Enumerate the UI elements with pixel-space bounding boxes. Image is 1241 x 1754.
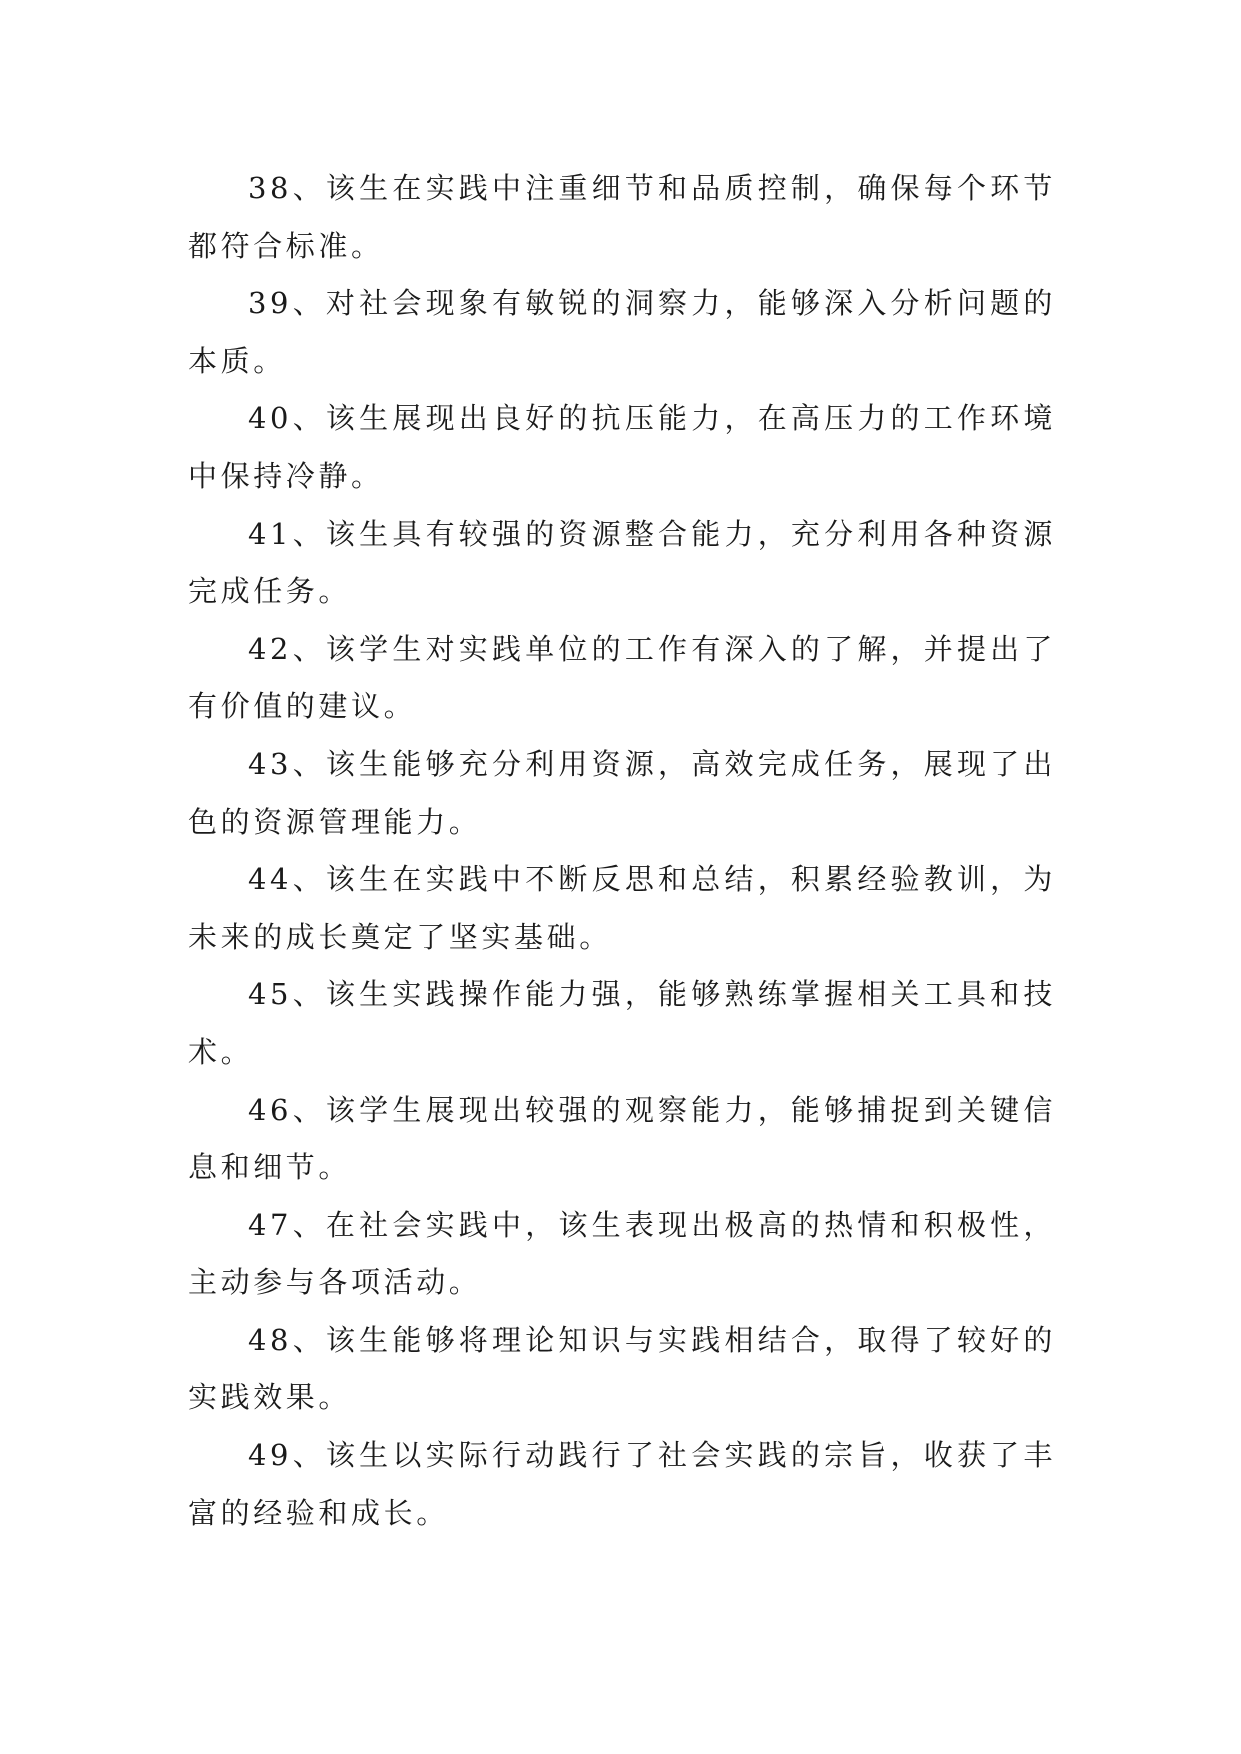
paragraph-43: 43、该生能够充分利用资源，高效完成任务，展现了出色的资源管理能力。: [188, 746, 1056, 839]
paragraph-44: 44、该生在实践中不断反思和总结，积累经验教训，为未来的成长奠定了坚实基础。: [188, 862, 1056, 954]
paragraph-49: 49、该生以实际行动践行了社会实践的宗旨，收获了丰富的经验和成长。: [188, 1438, 1056, 1530]
paragraph-40: 40、该生展现出良好的抗压能力，在高压力的工作环境中保持冷静。: [188, 401, 1056, 493]
paragraph-47: 47、在社会实践中，该生表现出极高的热情和积极性，主动参与各项活动。: [188, 1207, 1056, 1300]
paragraph-48: 48、该生能够将理论知识与实践相结合，取得了较好的实践效果。: [188, 1322, 1056, 1415]
paragraph-42: 42、该学生对实践单位的工作有深入的了解，并提出了有价值的建议。: [188, 631, 1056, 724]
paragraph-46: 46、该学生展现出较强的观察能力，能够捕捉到关键信息和细节。: [188, 1092, 1056, 1185]
paragraph-38: 38、该生在实践中注重细节和品质控制，确保每个环节都符合标准。: [188, 171, 1056, 263]
paragraph-41: 41、该生具有较强的资源整合能力，充分利用各种资源完成任务。: [188, 516, 1056, 609]
paragraph-39: 39、对社会现象有敏锐的洞察力，能够深入分析问题的本质。: [188, 286, 1056, 378]
paragraph-45: 45、该生实践操作能力强，能够熟练掌握相关工具和技术。: [188, 977, 1056, 1069]
document-body: [188, 160, 1056, 1542]
